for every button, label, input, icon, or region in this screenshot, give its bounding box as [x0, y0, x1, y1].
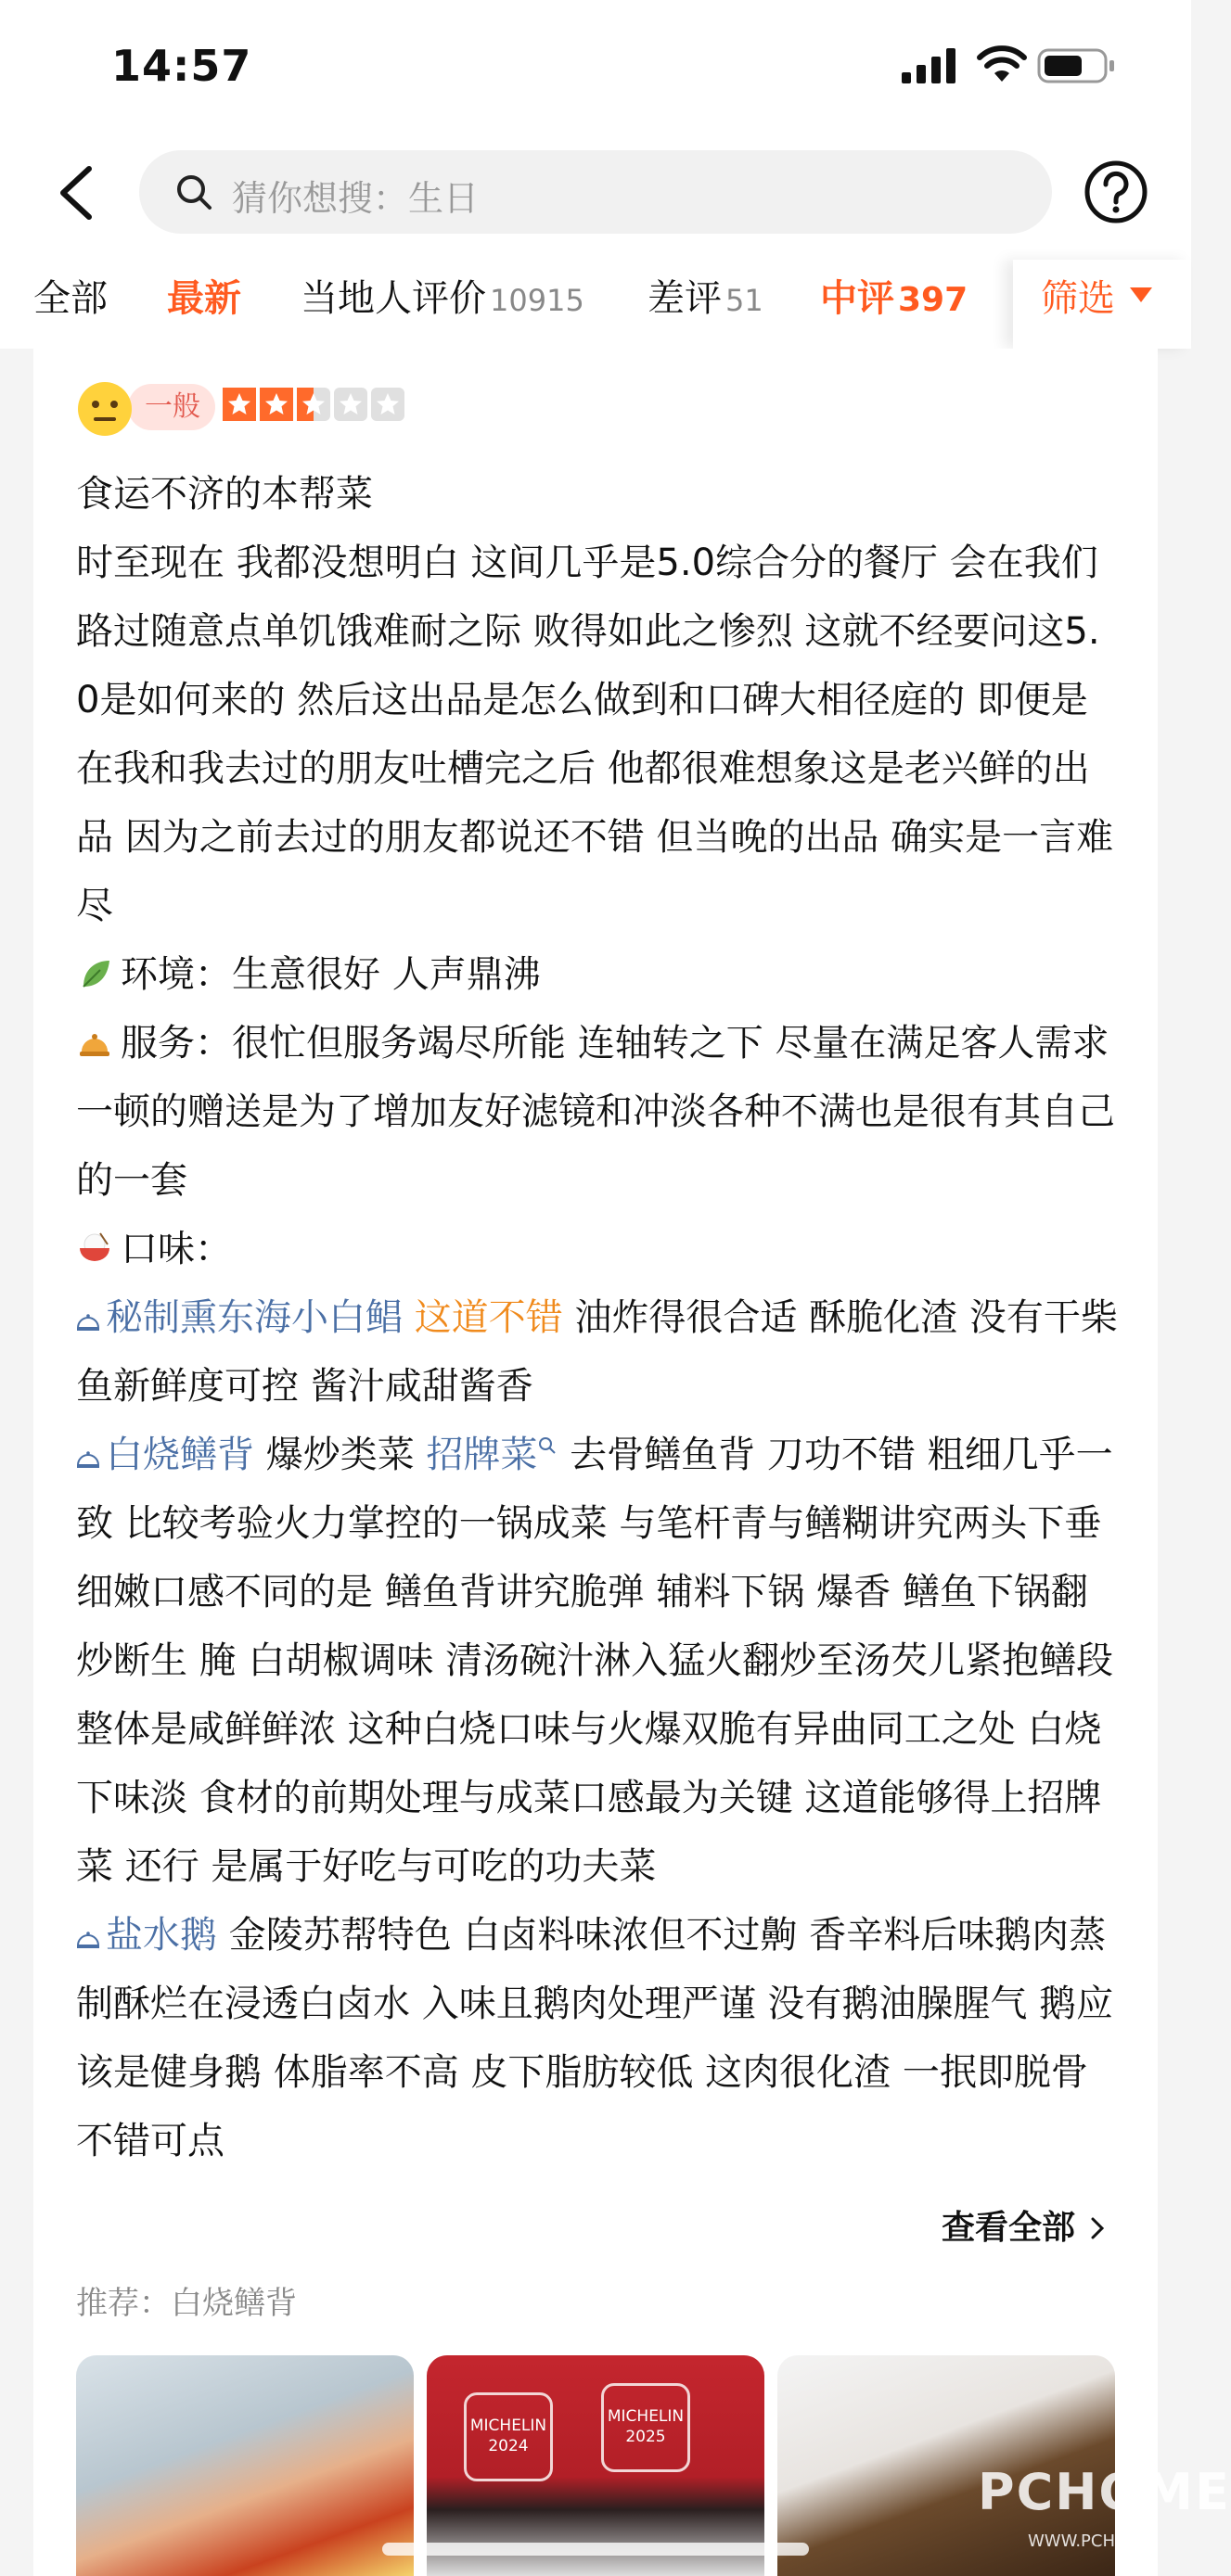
watermark: PCHOME — [978, 2463, 1231, 2521]
rating-label: 一般 — [128, 384, 215, 430]
status-time: 14:57 — [111, 41, 252, 91]
star-1 — [223, 388, 256, 421]
neutral-face-icon — [76, 380, 134, 438]
service-bell-icon — [76, 1024, 113, 1061]
star-rating — [223, 388, 404, 421]
dish-entry-3: 盐水鹅 金陵苏帮特色 白卤料味浓但不过齁 香辛料后味鹅肉蒸制酥烂在浸透白卤水 入味且鹅肉处理严谨 没有鹅油臊腥气 鹅应该是健身鹅 体脂率不高 皮下脂肪较低 这肉很化渣 一抿即脱骨 不错可点 — [76, 1914, 1114, 2162]
michelin-badge-2024: MICHELIN 2024 — [464, 2392, 553, 2481]
dropdown-triangle-icon — [1130, 287, 1152, 302]
review-title: 食运不济的本帮菜 — [76, 473, 373, 516]
michelin-badge-2025: MICHELIN 2025 — [601, 2383, 690, 2472]
dish-cloche-icon — [76, 1929, 100, 1949]
dish-tag-good: 这道不错 — [414, 1296, 563, 1339]
dish-cloche-icon — [76, 1311, 100, 1332]
chevron-right-icon — [1090, 2216, 1105, 2240]
filter-label: 筛选 — [1041, 277, 1115, 320]
star-5 — [371, 388, 404, 421]
status-bar — [0, 0, 1191, 139]
view-all-button[interactable]: 查看全部 — [942, 2201, 1105, 2249]
star-4 — [334, 388, 367, 421]
dish-entry-1: 秘制熏东海小白鲳 这道不错 油炸得很合适 酥脆化渣 没有干柴 鱼新鲜度可控 酱汁咸甜酱香 — [76, 1296, 1118, 1408]
recommended-dishes: 推荐：白烧鳝背 — [76, 2285, 297, 2322]
tab-local-reviews[interactable]: 当地人评价 10915 — [301, 277, 584, 320]
signature-dish-link[interactable]: 招牌菜 — [426, 1434, 538, 1476]
tab-neutral[interactable]: 中评 397 — [820, 277, 968, 320]
tab-latest[interactable]: 最新 — [167, 277, 241, 320]
dish-entry-2: 白烧鳝背 爆炒类菜 招牌菜 去骨鳝鱼背 刀功不错 粗细几乎一致 比较考验火力掌控的一锅成菜 与笔杆青与鳝糊讲究两头下垂细嫩口感不同的是 鳝鱼背讲究脆弹 辅料下锅 爆香 鳝鱼下锅翻炒断生 腌 白胡椒调味 清汤碗汁淋入猛火翻炒至汤芡儿紧抱鳝段 整体是咸鲜鲜浓 这种白烧口味与火爆双脆有异曲同工之处 白烧下味淡 食材的前期处理与成菜口感最为关键 这道能够得上招牌菜 还行 是属于好吃与可吃的功夫菜 — [76, 1434, 1114, 1888]
review-environment: 环境：生意很好 人声鼎沸 — [76, 940, 1122, 1009]
review-paragraph: 时至现在 我都没想明白 这间几乎是5.0综合分的餐厅 会在我们路过随意点单饥饿难耐之际 败得如此之惨烈 这就不经要问这5.0是如何来的 然后这出品是怎么做到和口碑大相径庭的 即便是在我和我去过的朋友吐槽完之后 他都很难想象这是老兴鲜的出品 因为之前去过的朋友都说还不错 但当晚的出品 确实是一言难尽 — [76, 542, 1114, 927]
dish-link-3[interactable]: 盐水鹅 — [76, 1914, 217, 1957]
star-3 — [297, 388, 330, 421]
dish-link-1[interactable]: 秘制熏东海小白鲳 — [76, 1296, 403, 1339]
search-placeholder[interactable]: 猜你想搜：生日 — [232, 178, 480, 219]
search-mini-icon — [537, 1435, 558, 1456]
battery-icon — [1037, 48, 1117, 83]
search-icon — [174, 172, 213, 211]
back-chevron-icon[interactable] — [54, 163, 98, 223]
leaf-icon — [76, 955, 113, 992]
filter-button[interactable] — [1013, 260, 1191, 349]
rice-bowl-icon — [76, 1230, 113, 1267]
help-icon[interactable] — [1084, 159, 1148, 224]
dish-cloche-icon — [76, 1448, 100, 1469]
home-indicator[interactable] — [382, 2543, 809, 2556]
star-2 — [260, 388, 293, 421]
cellular-signal-icon — [902, 48, 959, 83]
review-body — [76, 460, 1122, 2175]
wifi-icon — [976, 45, 1028, 83]
tab-negative[interactable]: 差评 51 — [648, 277, 763, 320]
watermark-sub: WWW.PCHOME — [1028, 2531, 1154, 2551]
review-taste: 口味： — [76, 1215, 1122, 1283]
dish-link-2[interactable]: 白烧鳝背 — [76, 1434, 254, 1476]
tab-all[interactable]: 全部 — [33, 277, 108, 320]
review-service: 服务：很忙但服务竭尽所能 连轴转之下 尽量在满足客人需求 一顿的赠送是为了增加友好滤镜和冲淡各种不满也是很有其自己的一套 — [76, 1022, 1115, 1202]
review-photo-1[interactable] — [76, 2355, 414, 2576]
